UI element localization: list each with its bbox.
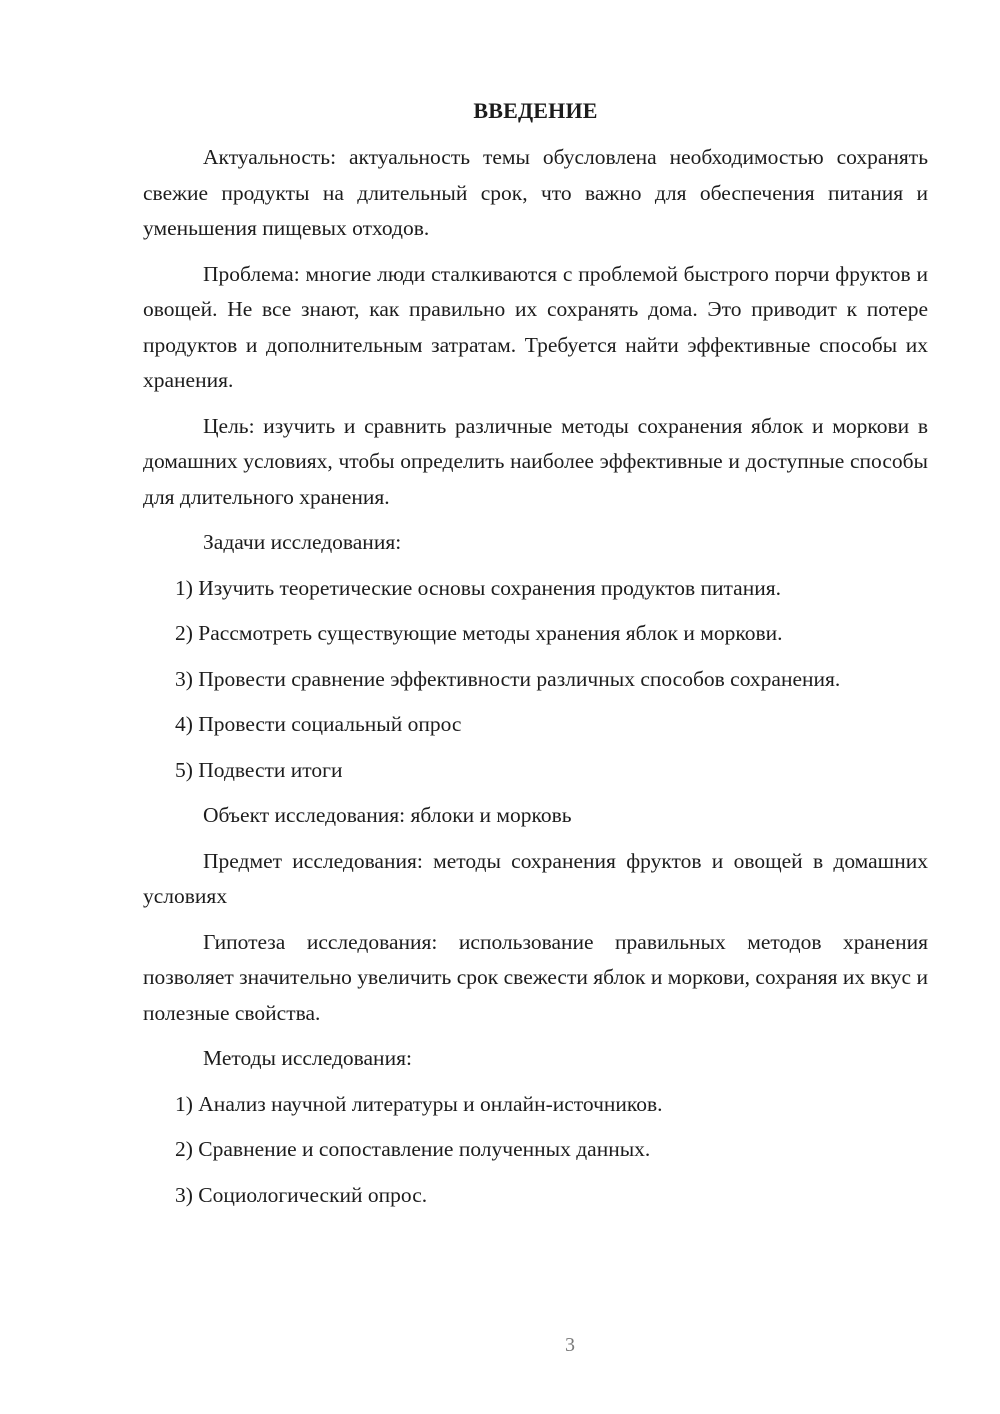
task-item-5: 5) Подвести итоги	[175, 757, 343, 782]
relevance-paragraph: Актуальность: актуальность темы обусловлена необходимостью сохранять свежие продукты на длительный срок, что важно для обеспечения питания и уменьшения пищевых отходов.	[143, 145, 928, 240]
task-item-3: 3) Провести сравнение эффективности различных способов сохранения.	[175, 666, 841, 691]
page-number: 3	[565, 1334, 575, 1356]
page-content	[143, 94, 928, 1223]
object-paragraph: Объект исследования: яблоки и морковь	[203, 803, 572, 827]
goal-paragraph: Цель: изучить и сравнить различные методы сохранения яблок и моркови в домашних условиях, чтобы определить наиболее эффективные и доступные способы для длительного хранения.	[143, 413, 928, 509]
subject-paragraph: Предмет исследования: методы сохранения фруктов и овощей в домашних условиях	[143, 848, 928, 908]
task-item-2: 2) Рассмотреть существующие методы хранения яблок и моркови.	[175, 621, 783, 645]
task-item-1: 1) Изучить теоретические основы сохранения продуктов питания.	[175, 575, 781, 600]
method-item-1: 1) Анализ научной литературы и онлайн-источников.	[175, 1091, 663, 1116]
task-item-4: 4) Провести социальный опрос	[175, 712, 462, 736]
hypothesis-paragraph: Гипотеза исследования: использование правильных методов хранения позволяет значительно увеличить срок свежести яблок и моркови, сохраняя их вкус и полезные свойства.	[143, 929, 928, 1025]
problem-paragraph: Проблема: многие люди сталкиваются с проблемой быстрого порчи фруктов и овощей. Не все знают, как правильно их сохранять дома. Это приводит к потере продуктов и дополнительным затратам. Требуется найти эффективные способы их хранения.	[143, 261, 928, 392]
tasks-heading: Задачи исследования:	[203, 530, 402, 554]
method-item-2: 2) Сравнение и сопоставление полученных данных.	[175, 1137, 651, 1161]
methods-heading: Методы исследования:	[203, 1046, 412, 1070]
page-title: ВВЕДЕНИЕ	[473, 98, 598, 123]
method-item-3: 3) Социологический опрос.	[175, 1182, 428, 1207]
